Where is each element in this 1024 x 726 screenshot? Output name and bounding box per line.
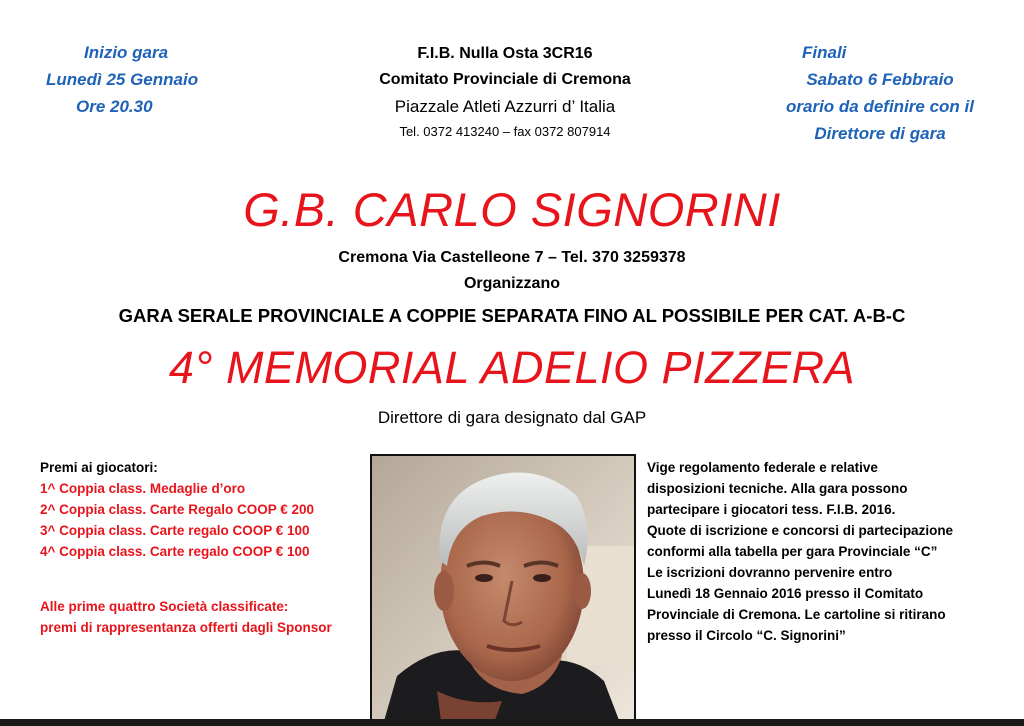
rules-line: conformi alla tabella per gara Provinciale “C”: [647, 544, 938, 559]
organizer-name: G.B. CARLO SIGNORINI: [243, 183, 781, 236]
committee-address: Piazzale Atleti Azzurri d’ Italia: [394, 97, 616, 116]
prize-item: 2^ Coppia class. Carte Regalo COOP € 200: [40, 502, 314, 517]
event-subtitle: GARA SERALE PROVINCIALE A COPPIE SEPARATA FINO AL POSSIBILE PER CAT. A-B-C: [118, 305, 906, 326]
prizes-heading: Premi ai giocatori:: [40, 460, 158, 475]
finals-date: Sabato 6 Febbraio: [806, 70, 954, 89]
finals-info: [760, 39, 1000, 147]
event-title: 4° MEMORIAL ADELIO PIZZERA: [168, 342, 856, 393]
nulla-osta: F.I.B. Nulla Osta 3CR16: [417, 45, 593, 62]
start-date: Lunedì 25 Gennaio: [46, 70, 199, 89]
start-info: [40, 39, 230, 120]
portrait-image: [372, 456, 634, 726]
rules-line: Provinciale di Cremona. Le cartoline si ritirano: [647, 607, 946, 622]
finals-time: orario da definire con il: [786, 97, 974, 116]
finals-director: Direttore di gara: [814, 124, 946, 143]
event-director: Direttore di gara designato dal GAP: [377, 408, 647, 427]
start-label: Inizio gara: [84, 43, 169, 62]
rules-line: disposizioni tecniche. Alla gara possono: [647, 481, 908, 496]
finals-label: Finali: [802, 43, 847, 62]
rules-line: Vige regolamento federale e relative: [647, 460, 878, 475]
committee-phone: Tel. 0372 413240 – fax 0372 807914: [399, 124, 611, 139]
memorial-portrait: [370, 454, 636, 726]
rules-line: Quote di iscrizione e concorsi di partecipazione: [647, 523, 954, 538]
rules-line: partecipare i giocatori tess. F.I.B. 2016.: [647, 502, 896, 517]
committee-name: Comitato Provinciale di Cremona: [379, 71, 631, 88]
prize-item: 4^ Coppia class. Carte regalo COOP € 100: [40, 544, 310, 559]
organizer-verb: Organizzano: [463, 275, 560, 292]
prize-item: 3^ Coppia class. Carte regalo COOP € 100: [40, 523, 310, 538]
organizer-address: Cremona Via Castelleone 7 – Tel. 370 3259378: [338, 249, 686, 266]
start-time: Ore 20.30: [76, 97, 153, 116]
rules-section: [647, 457, 1007, 646]
rules-line: Le iscrizioni dovranno pervenire entro: [647, 565, 893, 580]
societies-line-2: premi di rappresentanza offerti dagli Sponsor: [40, 620, 332, 635]
bottom-border: [0, 719, 1024, 726]
prizes-section: [40, 457, 370, 638]
societies-line-1: Alle prime quattro Società classificate:: [40, 599, 289, 614]
federation-header: [330, 41, 680, 144]
rules-line: Lunedì 18 Gennaio 2016 presso il Comitato: [647, 586, 924, 601]
prize-item: 1^ Coppia class. Medaglie d’oro: [40, 481, 246, 496]
rules-line: presso il Circolo “C. Signorini”: [647, 628, 846, 643]
